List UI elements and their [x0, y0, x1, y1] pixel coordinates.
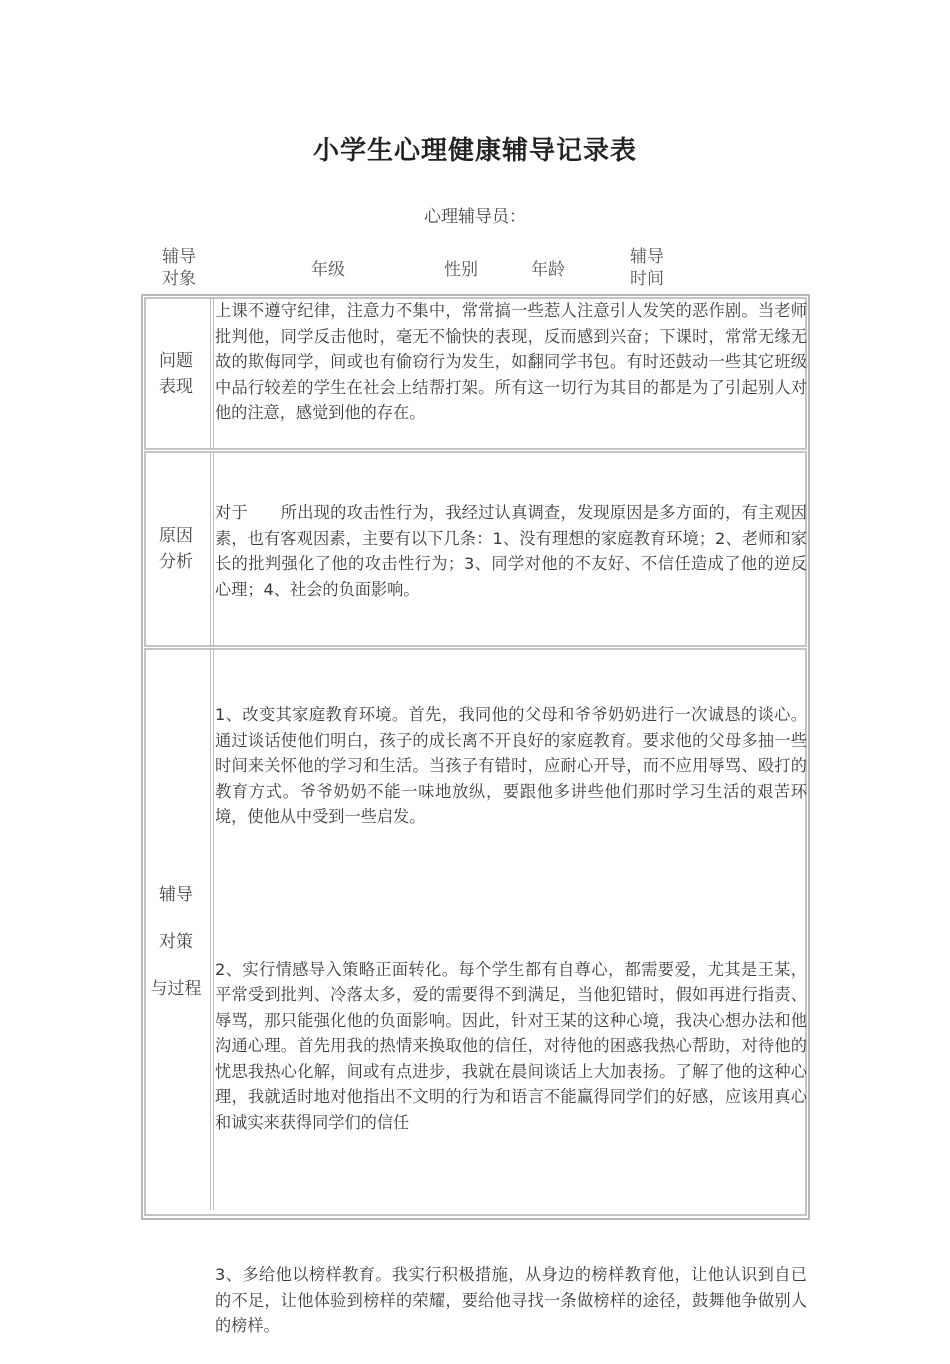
column-divider: [210, 451, 214, 647]
header-subject-line2: 对象: [162, 269, 196, 289]
header-subject-line1: 辅导: [162, 247, 196, 267]
cause-label-line2: 分析: [159, 552, 193, 572]
cause-text: 对于 所出现的攻击性行为，我经过认真调查，发现原因是多方面的，有主观因素，也有客观因素，主要有以下几条：1、没有理想的家庭教育环境；2、老师和家长的批判强化了他的攻击性行为；3、同学对他的不友好、不信任造成了他的逆反心理；4、社会的负面影响。: [215, 503, 807, 599]
cause-label-line1: 原因: [159, 526, 193, 546]
strategy-paragraph-1: 1、改变其家庭教育环境。首先，我同他的父母和爷爷奶奶进行一次诚恳的谈心。通过谈话使他们明白，孩子的成长离不开良好的家庭教育。要求他的父母多抽一些时间来关怀他的学习和生活。当孩子有错时，应耐心开导，而不应用辱骂、殴打的教育方式。爷爷奶奶不能一味地放纵，要跟他多讲些他们那时学习生活的艰苦环境，使他从中受到一些启发。: [215, 705, 807, 826]
header-time-line1: 辅导: [630, 247, 664, 267]
strategy-paragraph-2: 2、实行情感导入策略正面转化。每个学生都有自尊心，都需要爱，尤其是王某，平常受到批判、冷落太多，爱的需要得不到满足，当他犯错时，假如再进行指责、辱骂，那只能强化他的负面影响。因此，针对王某的这种心境，我决心想办法和他沟通心理。首先用我的热情来换取他的信任，对待他的困惑我热心帮助，对待他的忧思我热心化解，间或有点进步，我就在晨间谈话上大加表扬。了解了他的这种心理，我就适时地对他指出不文明的行为和语言不能赢得同学们的好感，应该用真心和诚实来获得同学们的信任: [215, 959, 807, 1132]
strategy-text: [215, 651, 807, 1364]
column-divider: [210, 648, 214, 1210]
header-subject: [152, 246, 206, 290]
problem-label-line2: 表现: [159, 377, 193, 397]
problem-label: [144, 348, 208, 400]
counselor-label: 心理辅导员：: [424, 207, 526, 227]
cause-label: [144, 523, 208, 575]
strategy-paragraph-3: 3、多给他以榜样教育。我实行积极措施，从身边的榜样教育他，让他认识到自已的不足，让他体验到榜样的荣耀，要给他寻找一条做榜样的途径，鼓舞他争做别人的榜样。: [215, 1265, 807, 1335]
problem-text: 上课不遵守纪律，注意力不集中，常常搞一些惹人注意引人发笑的恶作剧。当老师批判他，同学反击他时，毫无不愉快的表现，反而感到兴奋；下课时，常常无缘无故的欺侮同学，间或也有偷窃行为发生，如翻同学书包。有时还鼓动一些其它班级中品行较差的学生在社会上结帮打架。所有这一切行为其目的都是为了引起别人对他的注意，感觉到他的存在。: [215, 301, 807, 422]
page-title: 小学生心理健康辅导记录表: [312, 136, 637, 166]
strategy-label: [144, 872, 208, 1013]
problem-label-line1: 问题: [159, 351, 193, 371]
strategy-label-line3: 与过程: [150, 979, 202, 999]
header-grade: 年级: [311, 260, 345, 280]
strategy-label-line1: 辅导: [159, 885, 193, 905]
column-divider: [210, 297, 214, 450]
header-time: [620, 246, 686, 290]
strategy-label-line2: 对策: [159, 932, 193, 952]
header-age: 年龄: [531, 260, 565, 280]
header-gender: 性别: [444, 260, 478, 280]
header-time-line2: 时间: [630, 269, 664, 289]
